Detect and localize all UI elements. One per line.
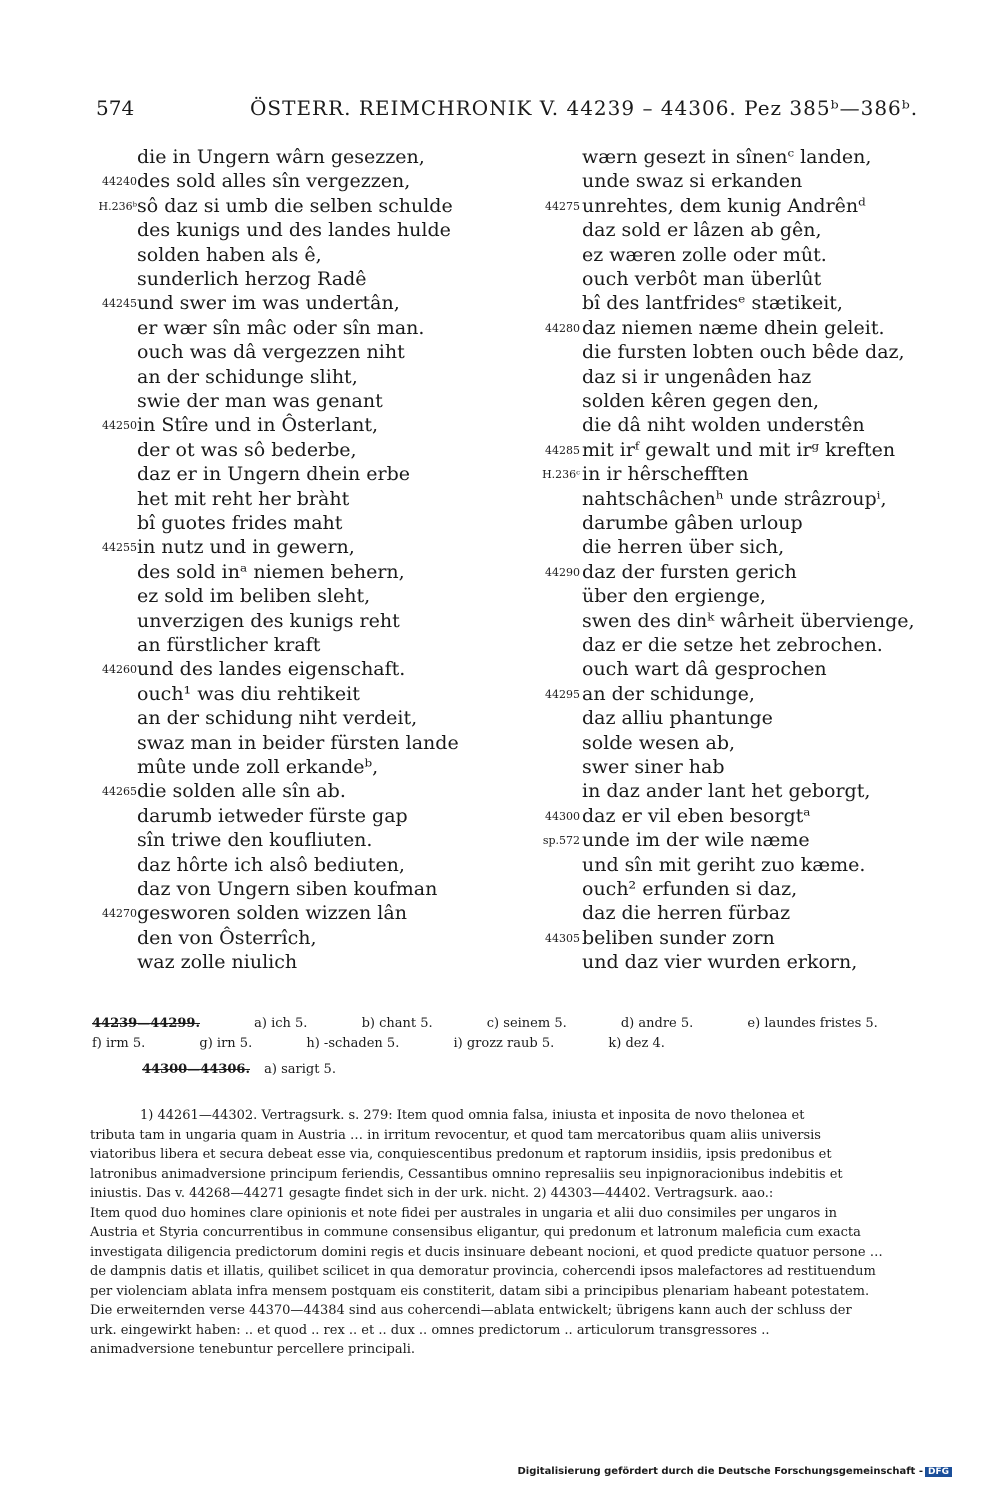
verse-text: daz si ir ungenâden haz (582, 365, 812, 388)
apparatus-line-3 (142, 1062, 386, 1077)
verse-line (530, 609, 970, 634)
verse-line (530, 755, 970, 780)
verse-line (530, 243, 970, 268)
verse-line (90, 169, 540, 194)
apparatus-note: b) chant 5. (361, 1016, 433, 1031)
apparatus-note: i) grozz raub 5. (453, 1036, 555, 1051)
verse-text: und sîn mit geriht zuo kæme. (582, 853, 866, 876)
verse-number: H.236ᵇ (98, 199, 137, 213)
verse-text: des sold alles sîn vergezzen, (137, 170, 411, 193)
verse-text: und des landes eigenschaft. (137, 658, 406, 681)
verse-line (90, 291, 540, 316)
verse-text: gesworen solden wizzen lân (137, 902, 407, 925)
verse-text: daz die herren fürbaz (582, 902, 791, 925)
verse-number: 44265 (102, 785, 137, 799)
verse-line (90, 901, 540, 926)
verse-line (90, 950, 540, 975)
verse-text: ouch verbôt man überlût (582, 268, 822, 290)
verse-text: und swer im was undertân, (137, 292, 400, 315)
verse-line (90, 511, 540, 536)
verse-text: der ot was sô bederbe, (137, 438, 357, 461)
verse-text: solde wesen ab, (582, 731, 736, 754)
verse-line (530, 316, 970, 341)
verse-text: des sold inᵃ niemen behern, (137, 560, 405, 583)
footnote-line: Austria et Styria concurrentibus in commune consensibus eligantur, qui predonum et latronum maleficia cum exacta (90, 1225, 861, 1240)
verse-text: in nutz und in gewern, (137, 536, 355, 559)
verse-text: daz der fursten gerich (582, 560, 797, 583)
verse-text: het mit reht her bràht (137, 487, 350, 510)
verse-line (530, 584, 970, 609)
verse-line (90, 682, 540, 707)
verse-text: darumb ietweder fürste gap (137, 804, 408, 827)
verse-line (90, 365, 540, 390)
verse-text: des kunigs und des landes hulde (137, 219, 451, 242)
verse-text: ouch wart dâ gesprochen (582, 658, 827, 681)
verse-line (530, 169, 970, 194)
verse-line (90, 853, 540, 878)
verse-number: 44270 (102, 907, 137, 921)
verse-text: swer siner hab (582, 756, 725, 778)
verse-text: daz sold er lâzen ab gên, (582, 219, 822, 242)
verse-text: daz alliu phantunge (582, 707, 773, 730)
verse-text: waz zolle niulich (137, 951, 298, 974)
footnote-line: de dampnis datis et illatis, quilibet scilicet in qua demoratur provincia, cohercendi ipsos malefactores ad restituendum (90, 1264, 876, 1279)
page-number: 574 (96, 96, 135, 120)
verse-text: die solden alle sîn ab. (137, 780, 346, 803)
verse-text: sîn triwe den koufliuten. (137, 829, 373, 852)
verse-line (90, 218, 540, 243)
verse-number: 44250 (102, 419, 137, 433)
apparatus-note: k) dez 4. (608, 1036, 665, 1051)
verse-text: an der schidunge sliht, (137, 365, 358, 388)
apparatus-note: g) irn 5. (199, 1036, 253, 1051)
verse-line (90, 243, 540, 268)
verse-line (90, 438, 540, 463)
verse-line (90, 633, 540, 658)
footnote-line: Die erweiternden verse 44370—44384 sind aus cohercendi—ablata entwickelt; übrigens kann auch der schluss der (90, 1303, 852, 1318)
verse-line (90, 316, 540, 341)
footnotes (90, 1106, 956, 1360)
verse-line (530, 731, 970, 756)
verse-line (90, 657, 540, 682)
verse-number: 44240 (102, 175, 137, 189)
verse-text: nahtschâchenʰ unde strâzroupⁱ, (582, 487, 887, 510)
apparatus-line-2 (92, 1036, 715, 1051)
verse-line (530, 291, 970, 316)
verse-line (530, 365, 970, 390)
verse-line (90, 413, 540, 438)
verse-number: H.236ᶜ (542, 468, 580, 482)
verse-line (90, 487, 540, 512)
verse-text: ez sold im beliben sleht, (137, 585, 371, 608)
verse-line (90, 194, 540, 219)
verse-text: solden haben als ê, (137, 243, 322, 266)
verse-number: 44305 (545, 931, 580, 945)
verse-text: in Stîre und in Ôsterlant, (137, 414, 379, 437)
credit-text: Digitalisierung gefördert durch die Deutsche Forschungsgemeinschaft - (517, 1466, 923, 1477)
verse-text: in ir hêrschefften (582, 463, 749, 486)
verse-text: darumbe gâben urloup (582, 512, 803, 534)
verse-line (90, 267, 540, 292)
footnote-line: viatoribus libera et secura debeat esse via, conquiescentibus predonum et raptorum insidiis, ipsis predonibus et (90, 1147, 832, 1162)
verse-line (530, 438, 970, 463)
verse-text: die in Ungern wârn gesezzen, (137, 146, 425, 168)
verse-number: 44285 (545, 443, 580, 457)
verse-line (530, 267, 970, 292)
verse-text: in daz ander lant het geborgt, (582, 780, 871, 803)
apparatus-note: h) -schaden 5. (306, 1036, 400, 1051)
verse-text: wærn gesezt in sînenᶜ landen, (582, 146, 872, 168)
verse-text: daz er vil eben besorgtᵃ (582, 804, 811, 827)
verse-line (530, 218, 970, 243)
verse-text: über den ergienge, (582, 585, 766, 608)
apparatus-note: f) irm 5. (92, 1036, 146, 1051)
verse-line (90, 609, 540, 634)
verse-line (530, 535, 970, 560)
apparatus-line-1 (92, 1016, 878, 1031)
verse-text: und daz vier wurden erkorn, (582, 951, 858, 974)
verse-line (530, 633, 970, 658)
verse-text: swen des dinᵏ wârheit übervienge, (582, 609, 915, 632)
verse-line (90, 779, 540, 804)
verse-line (90, 877, 540, 902)
verse-text: ouch² erfunden si daz, (582, 878, 798, 900)
verse-text: die fursten lobten ouch bêde daz, (582, 341, 905, 364)
footnote-line: investigata diligencia predictorum domini regis et ducis insinuare debeant nocioni, et quod predicte quatuor persone … (90, 1244, 883, 1260)
verse-line (530, 194, 970, 219)
verse-line (530, 682, 970, 707)
verse-text: er wær sîn mâc oder sîn man. (137, 316, 425, 339)
verse-number: 44260 (102, 663, 137, 677)
verse-text: sô daz si umb die selben schulde (137, 194, 453, 217)
verse-text: ez wæren zolle oder mût. (582, 243, 827, 266)
verse-line (90, 731, 540, 756)
apparatus-note: a) sarigt 5. (264, 1062, 336, 1077)
verse-line (90, 926, 540, 951)
apparatus-note: c) seinem 5. (486, 1016, 567, 1031)
verse-text: beliben sunder zorn (582, 926, 775, 949)
verse-line (530, 706, 970, 731)
verse-text: mûte unde zoll erkandeᵇ, (137, 756, 379, 778)
footnote-line: iniustis. Das v. 44268—44271 gesagte findet sich in der urk. nicht. 2) 44303—44402. Vertragsurk. aao.: (90, 1186, 774, 1201)
verse-line (530, 462, 970, 487)
verse-text: an fürstlicher kraft (137, 634, 321, 656)
verse-text: ouch¹ was diu rehtikeit (137, 682, 360, 705)
verse-text: swaz man in beider fürsten lande (137, 731, 459, 754)
verse-text: bî guotes frides maht (137, 512, 343, 534)
verse-text: daz von Ungern siben koufman (137, 878, 438, 900)
verse-text: bî des lantfridesᵉ stætikeit, (582, 292, 843, 315)
verse-number: 44280 (545, 321, 580, 335)
verse-text: den von Ôsterrîch, (137, 926, 317, 949)
footnote-line: animadversione tenebuntur percellere principali. (90, 1342, 416, 1357)
apparatus-range: 44300—44306. (142, 1062, 250, 1077)
verse-line (90, 828, 540, 853)
verse-line (90, 340, 540, 365)
verse-line (90, 804, 540, 829)
verse-line (530, 828, 970, 853)
verse-line (530, 560, 970, 585)
verse-line (90, 755, 540, 780)
running-title: ÖSTERR. REIMCHRONIK V. 44239 – 44306. Pez 385ᵇ—386ᵇ. (250, 96, 919, 120)
verse-text: sunderlich herzog Radê (137, 268, 367, 290)
verse-line (530, 145, 970, 170)
verse-line (530, 950, 970, 975)
verse-line (90, 706, 540, 731)
verse-line (530, 657, 970, 682)
verse-text: unde im der wile næme (582, 829, 810, 852)
verse-text: unde swaz si erkanden (582, 170, 803, 193)
verse-number: sp.572 (542, 834, 580, 848)
verse-line (530, 779, 970, 804)
verse-text: solden kêren gegen den, (582, 390, 820, 412)
dfg-logo: DFG (925, 1467, 952, 1477)
verse-line (530, 901, 970, 926)
verse-text: die dâ niht wolden understên (582, 414, 865, 437)
apparatus-note: e) laundes fristes 5. (747, 1016, 878, 1031)
verse-line (530, 853, 970, 878)
verse-text: mit irᶠ gewalt und mit irᵍ kreften (582, 438, 896, 461)
footnote-line: latronibus animadversione principum feriendis, Cessantibus omnino represaliis seu inpignoracionibus indebitis et (90, 1166, 843, 1182)
verse-number: 44245 (102, 297, 137, 311)
footnote-line: per violenciam ablata infra mensem postquam eis constiterit, datam sibi a principibus plenariam habeant potestatem. (90, 1283, 870, 1299)
verse-text: an der schidung niht verdeit, (137, 707, 418, 730)
verse-text: die herren über sich, (582, 536, 785, 559)
verse-line (90, 584, 540, 609)
verse-line (530, 340, 970, 365)
footnote-line: Item quod duo homines clare opinionis et note fidei per australes in ungaria et alii duo consimiles per ungaros in (90, 1205, 837, 1221)
verse-line (90, 145, 540, 170)
verse-line (530, 877, 970, 902)
verse-number: 44255 (102, 541, 137, 555)
footnote-line: urk. eingewirkt haben: .. et quod .. rex .. et .. dux .. omnes predictorum .. articulorum transgressores .. (90, 1322, 770, 1338)
verse-line (530, 487, 970, 512)
apparatus-note: a) ich 5. (254, 1016, 308, 1031)
verse-text: unrehtes, dem kunig Andrênᵈ (582, 194, 866, 217)
verse-line (530, 804, 970, 829)
verse-line (90, 535, 540, 560)
verse-line (530, 511, 970, 536)
apparatus-note: d) andre 5. (620, 1016, 694, 1031)
verse-line (90, 389, 540, 414)
verse-text: an der schidunge, (582, 682, 755, 705)
verse-text: swie der man was genant (137, 390, 383, 412)
verse-text: daz er in Ungern dhein erbe (137, 463, 411, 486)
verse-text: daz er die setze het zebrochen. (582, 634, 883, 656)
verse-number: 44300 (545, 809, 580, 823)
verse-text: daz hôrte ich alsô bediuten, (137, 853, 405, 876)
verse-number: 44295 (545, 687, 580, 701)
footnote-line: tributa tam in ungaria quam in Austria … in irritum revocentur, et quod tam mercatoribus quam aliis universis (90, 1127, 821, 1143)
verse-line (530, 926, 970, 951)
verse-text: unverzigen des kunigs reht (137, 609, 400, 632)
footnote-line: 1) 44261—44302. Vertragsurk. s. 279: Item quod omnia falsa, iniusta et inposita de novo thelonea et (140, 1108, 805, 1123)
verse-number: 44290 (545, 565, 580, 579)
verse-line (530, 413, 970, 438)
verse-line (530, 389, 970, 414)
verse-text: ouch was dâ vergezzen niht (137, 341, 405, 364)
apparatus-range: 44239—44299. (92, 1016, 200, 1031)
verse-text: daz niemen næme dhein geleit. (582, 316, 885, 339)
verse-number: 44275 (545, 199, 580, 213)
verse-line (90, 462, 540, 487)
verse-line (90, 560, 540, 585)
footer-credit (517, 1466, 952, 1477)
